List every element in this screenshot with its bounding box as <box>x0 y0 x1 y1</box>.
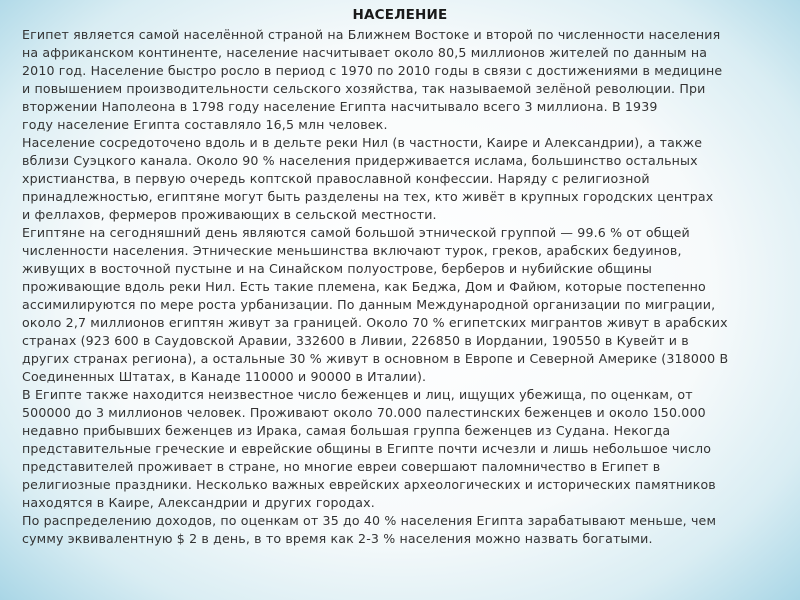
text-line: представителей проживает в стране, но многие евреи совершают паломничество в Египет в <box>22 459 661 474</box>
text-line: году население Египта составляло 16,5 млн человек. <box>22 117 388 132</box>
text-line: живущих в восточной пустыне и на Синайском полуострове, берберов и нубийские общины <box>22 261 652 276</box>
text-line: вторжении Наполеона в 1798 году население Египта насчитывало всего 3 миллиона. В 1939 <box>22 99 658 114</box>
text-line: Египтяне на сегодняшний день являются самой большой этнической группой — 99.6 % от общей <box>22 225 690 240</box>
text-line: 2010 год. Население быстро росло в период с 1970 по 2010 годы в связи с достижениями в медицине <box>22 63 723 78</box>
slide-body <box>22 26 778 548</box>
text-line: Население сосредоточено вдоль и в дельте реки Нил (в частности, Каире и Александрии), а также <box>22 135 703 150</box>
text-line: 500000 до 3 миллионов человек. Проживают около 70.000 палестинских беженцев и около 150.000 <box>22 405 706 420</box>
text-line: и повышением производительности сельского хозяйства, так называемой зелёной революции. При <box>22 81 706 96</box>
slide-title: НАСЕЛЕНИЕ <box>352 7 448 23</box>
text-line: и феллахов, фермеров проживающих в сельской местности. <box>22 207 437 222</box>
text-line: сумму эквивалентную $ 2 в день, в то время как 2-3 % населения можно назвать богатыми. <box>22 531 653 546</box>
text-line: принадлежностью, египтяне могут быть разделены на тех, кто живёт в крупных городских центрах <box>22 189 714 204</box>
text-line: недавно прибывших беженцев из Ирака, самая большая группа беженцев из Судана. Некогда <box>22 423 671 438</box>
text-line: других странах региона), а остальные 30 % живут в основном в Европе и Северной Америке (318000 В <box>22 351 729 366</box>
text-line: В Египте также находится неизвестное число беженцев и лиц, ищущих убежища, по оценкам, от <box>22 387 693 402</box>
text-line: вблизи Суэцкого канала. Около 90 % населения придерживается ислама, большинство остальных <box>22 153 698 168</box>
text-line: странах (923 600 в Саудовской Аравии, 332600 в Ливии, 226850 в Иордании, 190550 в Кувейт и в <box>22 333 689 348</box>
text-line: По распределению доходов, по оценкам от 35 до 40 % населения Египта зарабатывают меньше, чем <box>22 513 717 528</box>
text-line: христианства, в первую очередь коптской православной конфессии. Наряду с религиозной <box>22 171 650 186</box>
text-line: религиозные праздники. Несколько важных еврейских археологических и исторических памятников <box>22 477 716 492</box>
text-line: Соединенных Штатах, в Канаде 110000 и 90000 в Италии). <box>22 369 427 384</box>
text-line: численности населения. Этнические меньшинства включают турок, греков, арабских бедуинов, <box>22 243 682 258</box>
text-line: Египет является самой населённой страной на Ближнем Востоке и второй по численности населения <box>22 27 721 42</box>
text-line: находятся в Каире, Александрии и других городах. <box>22 495 375 510</box>
text-line: ассимилируются по мере роста урбанизации. По данным Международной организации по миграции, <box>22 297 716 312</box>
text-line: представительные греческие и еврейские общины в Египте почти исчезли и лишь небольшое число <box>22 441 712 456</box>
text-line: проживающие вдоль реки Нил. Есть такие племена, как Беджа, Дом и Файюм, которые постепенно <box>22 279 706 294</box>
text-line: на африканском континенте, население насчитывает около 80,5 миллионов жителей по данным на <box>22 45 708 60</box>
text-line: около 2,7 миллионов египтян живут за границей. Около 70 % египетских мигрантов живут в арабских <box>22 315 728 330</box>
